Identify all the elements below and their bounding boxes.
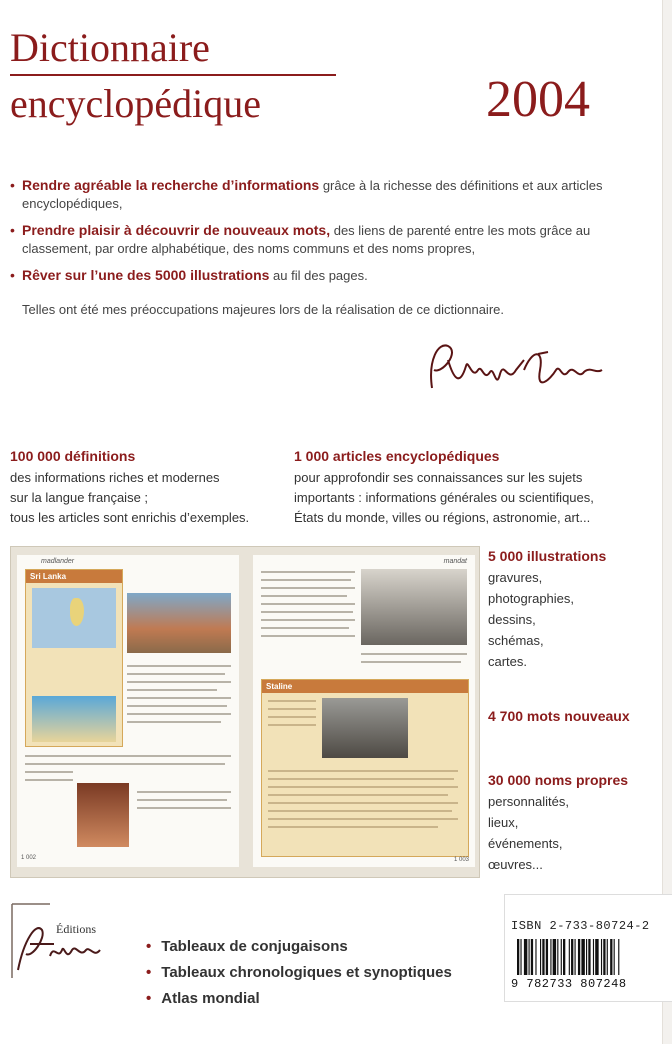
barcode-icon [517, 939, 667, 977]
illustrations-heading: 5 000 illustrations [488, 548, 607, 564]
feature-item: • Atlas mondial [146, 990, 260, 1007]
feature-item: • Tableaux de conjugaisons [146, 938, 348, 955]
publisher-label: Éditions [56, 922, 97, 936]
bullet-item [10, 221, 610, 258]
new-words-block [488, 706, 630, 727]
proper-nouns-item: lieux, [488, 815, 519, 830]
map-icon [32, 588, 116, 648]
proper-nouns-block [488, 770, 628, 875]
features-list [146, 934, 452, 1012]
dictionary-spread-image [10, 546, 480, 878]
bullet-bold: Rêver sur l’une des 5000 illustrations [22, 267, 270, 283]
bullet-dot-icon: • [10, 267, 15, 283]
articles-line: États du monde, villes ou régions, astronomie, art... [294, 510, 591, 525]
definitions-heading: 100 000 définitions [10, 448, 136, 464]
proper-nouns-item: œuvres... [488, 857, 543, 872]
bullet-item [10, 266, 610, 285]
left-page-header: madlander [41, 558, 75, 565]
feature-item: • Tableaux chronologiques et synoptiques [146, 964, 452, 981]
sri-lanka-box [25, 569, 123, 747]
proper-nouns-heading: 30 000 noms propres [488, 772, 629, 788]
proper-nouns-item: personnalités, [488, 794, 569, 809]
staline-box-title: Staline [262, 680, 468, 693]
illustrations-block [488, 546, 606, 672]
illustrations-item: schémas, [488, 633, 544, 648]
articles-block [294, 446, 594, 528]
title-line-2: encyclopédique [10, 81, 261, 126]
definitions-line: sur la langue française ; [10, 490, 149, 505]
bullet-item [10, 176, 610, 213]
portrait-photo-icon [77, 783, 129, 847]
intro-bullets [10, 176, 610, 293]
illustrations-item: cartes. [488, 654, 528, 669]
bullet-dot-icon: • [10, 222, 15, 238]
illustrations-item: dessins, [488, 612, 536, 627]
definitions-line: tous les articles sont enrichis d’exemples. [10, 510, 250, 525]
spread-left-page [17, 555, 239, 867]
right-page-header: mandat [443, 558, 467, 565]
left-page-number: 1 002 [21, 855, 37, 861]
war-photo-icon [361, 569, 467, 645]
definitions-line: des informations riches et modernes [10, 470, 220, 485]
title-underline [10, 74, 336, 76]
articles-heading: 1 000 articles encyclopédiques [294, 448, 500, 464]
yalta-photo-icon [322, 698, 408, 758]
definitions-block [10, 446, 249, 528]
ean-number: 9 782733 807248 [511, 977, 627, 991]
bullet-bold: Rendre agréable la recherche d’informations [22, 177, 320, 193]
isbn-label: ISBN 2-733-80724-2 [511, 919, 650, 933]
articles-line: pour approfondir ses connaissances sur les sujets [294, 470, 583, 485]
isbn-sticker [504, 894, 672, 1002]
spread-right-page [253, 555, 475, 867]
right-page-number: 1 003 [453, 857, 469, 863]
proper-nouns-item: événements, [488, 836, 563, 851]
staline-box [261, 679, 469, 857]
bullet-text: au fil des pages. [269, 268, 368, 283]
articles-line: importants : informations générales ou scientifiques, [294, 490, 594, 505]
new-words-heading: 4 700 mots nouveaux [488, 708, 630, 724]
illustrations-item: gravures, [488, 570, 543, 585]
bullet-text: grâce à la richesse des définitions et aux articles encyclopédiques, [22, 178, 603, 211]
title-line-1: Dictionnaire [10, 25, 210, 70]
bullet-text: des liens de parenté entre les mots grâce au classement, par ordre alphabétique, des noms communs et des noms propres, [22, 223, 591, 256]
signature-icon [420, 330, 610, 410]
publisher-logo-icon [6, 900, 108, 984]
bullet-bold: Prendre plaisir à découvrir de nouveaux mots, [22, 222, 331, 238]
illustrations-item: photographies, [488, 591, 575, 606]
bullet-dot-icon: • [146, 964, 152, 981]
city-photo-icon [127, 593, 231, 653]
bullet-dot-icon: • [146, 990, 152, 1007]
sri-lanka-box-title: Sri Lanka [26, 570, 122, 583]
beach-photo-icon [32, 696, 116, 742]
closing-statement: Telles ont été mes préoccupations majeures lors de la réalisation de ce dictionnaire. [22, 302, 504, 317]
bullet-dot-icon: • [146, 938, 152, 955]
edition-year: 2004 [486, 71, 590, 128]
bullet-dot-icon: • [10, 177, 15, 193]
